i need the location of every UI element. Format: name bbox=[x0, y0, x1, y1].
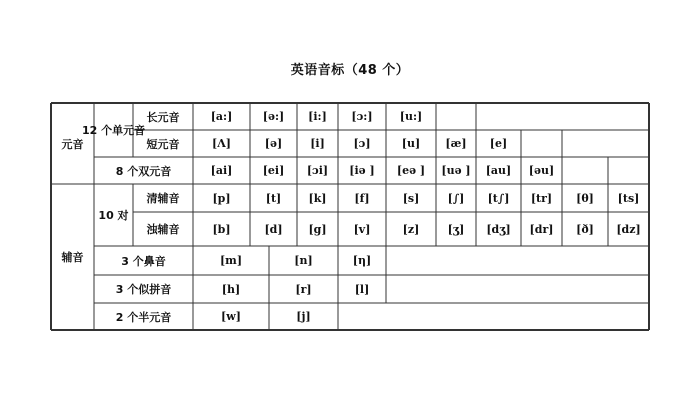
phonetic-liquid-2: [l] bbox=[354, 282, 370, 296]
semivowel-label: 2 个半元音 bbox=[115, 310, 172, 324]
phonetic-diphthong-1: [ei] bbox=[262, 164, 285, 177]
vowel-label: 元音 bbox=[61, 137, 84, 151]
phonetic-long-2: [i:] bbox=[308, 110, 327, 123]
phonetic-voiced-7: [dr] bbox=[529, 222, 554, 236]
phonetic-voiced-4: [z] bbox=[402, 222, 420, 236]
phonetic-diphthong-4: [eə ] bbox=[396, 164, 426, 177]
phonetic-short-3: [ɔ] bbox=[353, 137, 371, 150]
phonetic-short-4: [u] bbox=[401, 137, 421, 150]
phonetic-voiceless-1: [t] bbox=[265, 191, 282, 205]
phonetic-short-6: [e] bbox=[489, 137, 508, 150]
phonetic-nasal-2: [η] bbox=[352, 254, 372, 267]
monophthong-label: 12 个单元音 bbox=[81, 124, 146, 137]
voiced-label: 浊辅音 bbox=[146, 223, 180, 236]
phonetic-liquid-1: [r] bbox=[295, 282, 312, 296]
phonetic-voiceless-7: [tr] bbox=[530, 191, 553, 205]
phonetic-voiced-2: [g] bbox=[308, 222, 327, 236]
phonetic-semivowel-1: [j] bbox=[296, 310, 311, 323]
phonetic-voiceless-3: [f] bbox=[354, 191, 370, 205]
phonetic-voiced-6: [dʒ] bbox=[486, 222, 511, 236]
phonetic-liquid-0: [h] bbox=[221, 282, 241, 296]
phonetic-diphthong-0: [ai] bbox=[210, 164, 233, 177]
short-vowel-label: 短元音 bbox=[146, 137, 180, 151]
pairs-label: 10 对 bbox=[98, 209, 129, 222]
phonetic-short-0: [Λ] bbox=[212, 137, 231, 150]
phonetic-voiceless-0: [p] bbox=[212, 191, 231, 205]
phonetic-diphthong-2: [ɔi] bbox=[306, 164, 329, 177]
phonetic-voiceless-9: [ts] bbox=[617, 191, 640, 205]
phonetic-diphthong-3: [iə ] bbox=[349, 164, 375, 177]
phonetic-long-3: [ɔ:] bbox=[351, 110, 373, 123]
phonetic-long-1: [ə:] bbox=[262, 110, 285, 123]
phonetic-voiceless-6: [t∫] bbox=[487, 191, 510, 205]
voiceless-label: 清辅音 bbox=[146, 192, 180, 205]
phonetic-nasal-1: [n] bbox=[294, 254, 313, 267]
phonetic-short-5: [æ] bbox=[445, 137, 467, 150]
phonetic-voiceless-4: [s] bbox=[402, 191, 420, 205]
phonetic-short-2: [i] bbox=[310, 137, 325, 150]
phonetic-short-1: [ə] bbox=[264, 137, 283, 150]
phonetic-diphthong-6: [au] bbox=[485, 164, 512, 177]
table-title: 英语音标（48 个） bbox=[290, 63, 410, 78]
phonetic-semivowel-0: [w] bbox=[221, 310, 241, 323]
phonetic-diphthong-7: [əu] bbox=[528, 164, 555, 177]
phonetic-diphthong-5: [uə ] bbox=[441, 164, 471, 177]
nasal-label: 3 个鼻音 bbox=[121, 254, 166, 268]
long-vowel-label: 长元音 bbox=[146, 110, 180, 124]
phonetic-long-4: [u:] bbox=[399, 110, 423, 123]
phonetic-voiceless-5: [∫] bbox=[447, 191, 465, 205]
phonetic-voiceless-8: [θ] bbox=[576, 191, 594, 205]
phonetic-voiced-3: [v] bbox=[353, 222, 371, 236]
liquid-label: 3 个似拼音 bbox=[115, 283, 172, 296]
phonetic-voiced-9: [dz] bbox=[616, 222, 641, 236]
phonetic-nasal-0: [m] bbox=[219, 254, 243, 267]
phonetic-long-0: [a:] bbox=[210, 110, 233, 123]
phonetic-voiced-0: [b] bbox=[212, 222, 231, 236]
phonetic-voiced-1: [d] bbox=[264, 222, 283, 236]
diphthong-label: 8 个双元音 bbox=[115, 164, 172, 178]
consonant-label: 辅音 bbox=[61, 251, 84, 264]
phonetic-voiced-8: [ð] bbox=[576, 222, 594, 236]
phonetic-voiceless-2: [k] bbox=[308, 191, 327, 205]
phonetic-voiced-5: [ʒ] bbox=[447, 222, 465, 236]
